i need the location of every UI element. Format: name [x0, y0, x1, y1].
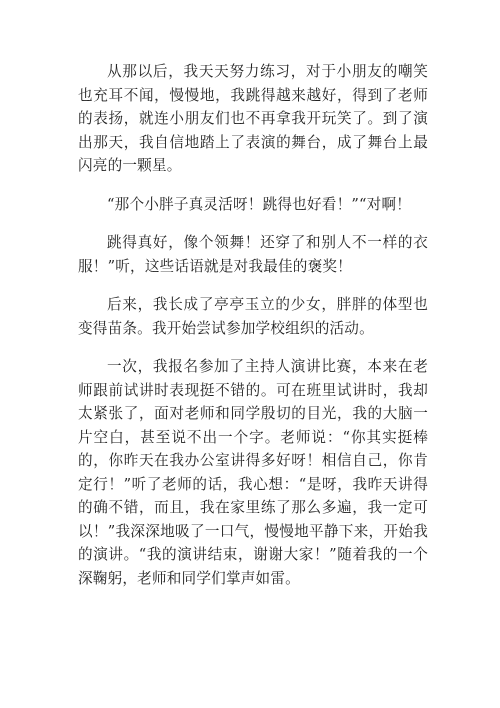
- paragraph-growing-up: 后来，我长成了亭亭玉立的少女，胖胖的体型也变得苗条。我开始尝试参加学校组织的活动。: [78, 296, 428, 337]
- paragraph-praise-quote: “那个小胖子真灵活呀！跳得也好看！”“对啊！: [107, 195, 412, 213]
- paragraph-praise-reward: 跳得真好，像个领舞！还穿了和别人不一样的衣服！”听，这些话语就是对我最佳的褒奖！: [78, 234, 428, 275]
- document-body: [78, 60, 428, 605]
- paragraph-speech-contest: 一次，我报名参加了主持人演讲比赛，本来在老师跟前试讲时表现挺不错的。可在班里试讲时，我却太紧张了，面对老师和同学殷切的目光，我的大脑一片空白，甚至说不出一个字。老师说：“你其实挺棒的，你昨天在我办公室讲得多好呀！相信自己，你肯定行！”听了老师的话，我心想：“是呀，我昨天讲得的确不错，而且，我在家里练了那么多遍，我一定可以！”我深深地吸了一口气，慢慢地平静下来，开始我的演讲。“我的演讲结束，谢谢大家！”随着我的一个深鞠躬，老师和同学们掌声如雷。: [78, 358, 428, 587]
- paragraph-practice: 从那以后，我天天努力练习，对于小朋友的嘲笑也充耳不闻，慢慢地，我跳得越来越好，得到了老师的表扬，就连小朋友们也不再拿我开玩笑了。到了演出那天，我自信地踏上了表演的舞台，成了舞台上最闪亮的一颗星。: [78, 63, 428, 174]
